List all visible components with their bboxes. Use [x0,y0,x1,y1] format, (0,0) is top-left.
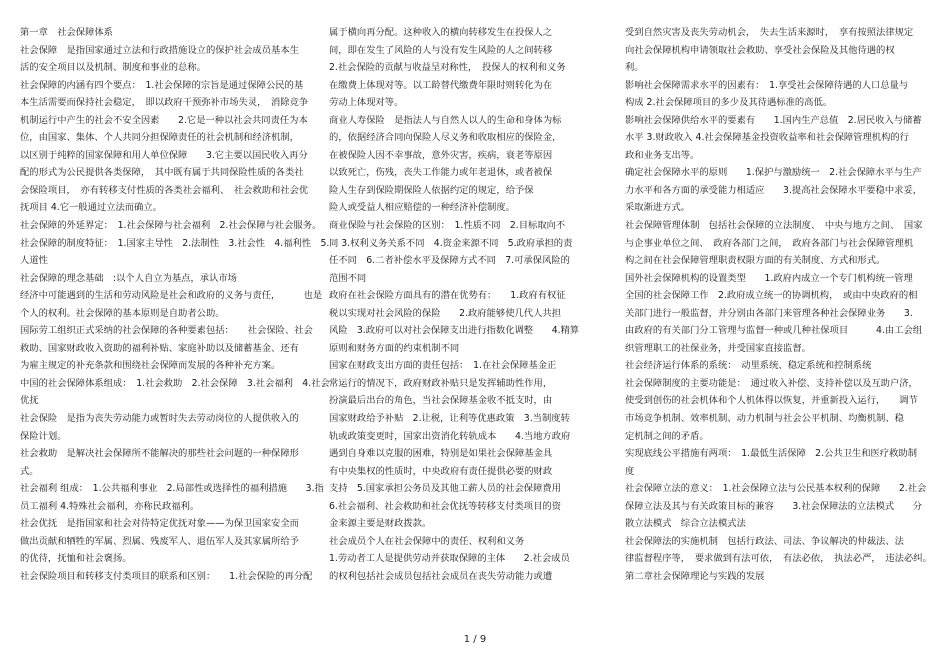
text-line: 国家财政给予补贴 2.让税，让利等优惠政策 3.当制度转 [329,413,570,425]
text-line: 利。 [625,62,644,74]
text-line: 会保险项目， 亦有转移支付性质的各类社会福利、 社会救助和社会优 [20,184,309,196]
text-line: 散立法模式 综合立法模式法 [625,518,746,530]
text-line: 社会保障的理念基础 :以个人自立为基点，承认市场 [20,272,237,284]
text-line: 险人生存到保险期保险人依据约定的规定，给予保 [329,184,534,196]
text-line: 社会优抚 是指国家和社会对待特定优抚对象——为保卫国家安全而 [20,518,299,530]
text-line: 国家在财政支出方面的责任包括： 1.在社会保障基金正 [329,360,557,372]
text-line: 社会福利 组成： 1.公共福利事业 2.局部性或选择性的福利措施 3.指 [20,483,324,495]
text-line: 使受到创伤的社会机体和个人机体得以恢复，并重新投入运行， 调节 [625,395,918,407]
text-line: 织管理职工的社保业务，并受国家直接监督。 [625,342,811,354]
text-line: 机制运行中产生的社会不安全因素 2.它是一种以社会共同责任为本 [20,114,308,126]
text-line: 中国的社会保障体系组成： 1.社会救助 2.社会保障 3.社会福利 4.社会 [20,377,330,389]
text-line: 政和业务支出等。 [625,149,700,161]
text-line: 向社会保障机构申请领取社会救助、享受社会保险及其他待遇的权 [625,44,895,56]
text-line: 采取渐进方式。 [625,202,691,214]
text-line: 全国的社会保障工作 2.政府成立统一的协调机构， 或由中央政府的相 [625,290,918,302]
text-line: 支持 5.国家承担公务员及其他工薪人员的社会保障费用 [329,483,561,495]
text-line: 税以实现对社会风险的保险 2.政府能够使几代人共担 [329,307,561,319]
text-line: 社会保障管理体制 包括社会保障的立法制度、 中央与地方之间、 国家 [625,220,923,232]
text-line: 位，由国家、集体、个人共同分担保障责任的社会机制和经济机制， [20,132,299,144]
text-line: 国外社会保障机构的设置类型 1.政府内成立一个专门机构统一管理 [625,272,913,284]
text-line: 的优待，抚恤和社会褒扬。 [20,553,132,565]
text-line: 经济中可能遇到的生活和劳动风险是社会和政府的义务与责任， 也是 [20,290,323,302]
text-line: 定机制之间的矛盾。 [625,430,709,442]
text-line: 个人的权利。社会保障的基本原则是自助者公助。 [20,307,225,319]
text-line: 救助、国家财政收入资助的福利补贴、家庭补助以及储蓄基金、还有 [20,342,299,354]
text-line: 间，即在发生了风险的人与没有发生风险的人之间转移 [329,44,553,56]
text-line: 影响社会保障供给水平的要素有 1.国内生产总值 2.居民收入与储蓄 [625,114,922,126]
text-line: 社会保障的内涵有四个要点： 1.社会保障的宗旨是通过保障公民的基 [20,79,304,91]
text-column-middle [329,24,634,586]
text-line: 社会保障 是指国家通过立法和行政措施设立的保护社会成员基本生 [20,44,299,56]
text-line: 属于横向再分配。这种收入的横向转移发生在投保人之 [329,27,553,38]
text-line: 任不同 6.二者补偿水平及保障方式不同 7.可承保风险的 [329,255,570,267]
text-column-right [625,24,930,586]
text-line: 人道性 [20,255,48,267]
text-line: 以区别于纯粹的国家保障和用人单位保障 3.它主要以国民收入再分 [20,149,308,161]
text-line: 的，依据经济合同向保险人尽义务和收取相应的保险金， [329,132,562,144]
text-line: 以致死亡，伤残，丧失工作能力或年老退休，或者被保 [329,167,553,179]
text-line: 受到自然灾害及丧失劳动机会， 失去生活来源时， 享有按照法律规定 [625,27,914,38]
text-line: 社会保险 是指为丧失劳动能力或暂时失去劳动岗位的人提供收入的 [20,413,299,425]
text-line: 轨或政策变更时，国家出资消化转轨成本 4.当地方政府 [329,430,571,442]
text-line: 商业人寿保险 是指法人与自然人以人的生命和身体为标 [329,114,562,126]
text-line: 的权利包括社会成员包括社会成员在丧失劳动能力或遭 [329,570,553,582]
text-line: 政府在社会保险方面具有的潜在优势有： 1.政府有权征 [329,290,566,302]
text-line: 员工福利 4.特殊社会福利，亦称民政福利。 [20,500,200,512]
text-line: 关部门进行一般监督，并分别由各部门来管理各种社会保障业务 3. [625,307,913,319]
text-line: 同 3.权利义务关系不同 4.资金来源不同 5.政府承担的责 [329,237,573,249]
text-line: 保障立法及其与有关政策目标的兼容 3.社会保障法的立法模式 分 [625,500,923,512]
text-line: 本生活需要而保持社会稳定， 即以政府干预弥补市场失灵， 消除竞争 [20,97,309,109]
text-line: 水平 3.财政收入 4.社会保障基金投资收益率和社会保障管理机构的行 [625,132,909,144]
text-line: 社会保险项目和转移支付类项目的联系和区别： 1.社会保险的再分配 [20,570,313,582]
text-line: 构成 2.社会保障项目的多少及其待遇标准的高低。 [625,97,833,109]
text-line: 社会成员个人在社会保障中的责任、权利和义务 [329,535,525,547]
text-line: 律监督程序等， 要求做到有法可依， 有法必依， 执法必严， 违法必纠。 [625,553,932,565]
text-line: 优抚 [20,395,39,407]
text-line: 式。 [20,465,39,477]
text-line: 险人或受益人相应赔偿的一种经济补偿制度。 [329,202,515,214]
text-line: 与企事业单位之间、 政府各部门之间， 政府各部门与社会保障管理机 [625,237,914,249]
text-line: 原则和财务方面的约束机制不同 [329,342,460,354]
text-line: 社会保障制度的主要功能是： 通过收入补偿、支持补偿以及互助户济， [625,377,918,389]
text-line: 在被保险人因不幸事故，意外灾害，疾病，衰老等原因 [329,149,553,161]
text-line: 6.社会福利、社会救助和社会优抚等转移支付类项目的资 [329,500,561,512]
text-line: 劳动上体现对等。 [329,97,404,109]
text-line: 商业保险与社会保险的区别： 1.性质不同 2.目标取向不 [329,220,566,232]
text-line: 社会经济运行体系的系统： 动里系统、稳定系统和控制系统 [625,360,872,372]
text-line: 第二章社会保障理论与实践的发展 [625,570,765,582]
text-line: 国际劳工组织正式采纳的社会保障的各种要素包括： 社会保险、社会 [20,325,313,337]
text-line: 构之间在社会保障管理职责权限方面的有关制度、方式和形式。 [625,255,886,267]
text-line: 遇到自身难以克服的困难，特别是如果社会保障基金具 [329,448,553,460]
text-line: 社会保障的外延界定： 1.社会保障与社会福利 2.社会保障与社会服务。 [20,220,322,232]
text-line: 确定社会保障水平的原则 1.保护与激励统一 2.社会保障水平与生产 [625,167,922,179]
text-line: 活的安全项目以及机制、制度和事业的总称。 [20,62,206,74]
text-line: 金来源主要是财政拨款。 [329,518,432,530]
text-line: 做出贡献和牺牲的军属、烈属、残废军人、退伍军人及其家属所给予 [20,535,299,547]
text-line: 保险计划。 [20,430,67,442]
text-line: 2.社会保险的贡献与收益呈对称性， 投保人的权利和义务 [329,62,566,74]
text-line: 范围不同 [329,272,367,284]
text-line: 第一章 社会保障体系 [20,27,113,38]
text-line: 配的形式为公民提供各类保障， 其中既有属于共同保险性质的各类社 [20,167,304,179]
text-line: 扮演最后出台的角色，当社会保障基金收不抵支时，由 [329,395,553,407]
text-line: 抚项目 4.它一般通过立法而确立。 [20,202,162,214]
text-line: 常运行的情况下，政府财政补贴只是发挥辅助性作用， [329,377,553,389]
text-line: 由政府的有关部门分工管理与监督一种或几种社保项目 4.由工会组 [625,325,923,337]
text-line: 力水平和各方面的承受能力相适应 3.提高社会保障水平要稳中求妥， [625,184,923,196]
text-line: 社会保障法的实施机制 包括行政法、司法、争议解决的仲裁法、法 [625,535,904,547]
text-line: 有中央集权的性质时，中央政府有责任提供必要的财政 [329,465,553,477]
text-line: 市场竞争机制、效率机制、动力机制与社会公平机制、均衡机制、稳 [625,413,904,425]
text-line: 为雇主规定的补充条款和围绕社会保障而发展的各种补充方案。 [20,360,281,372]
text-line: 1.劳动者工人是提供劳动并获取保障的主体 2.社会成员 [329,553,570,565]
text-line: 风险 3.政府可以对社会保障支出进行指数化调整 4.精算 [329,325,580,337]
text-line: 影响社会保障需求水平的因素有： 1.享受社会保障待遇的人口总量与 [625,79,909,91]
page-number: 1 / 9 [463,634,487,645]
text-line: 度 [625,465,635,477]
text-line: 社会保障的制度特征： 1.国家主导性 2.法制性 3.社会性 4.福利性 5. [20,237,330,249]
text-line: 在缴费上体现对等。以工龄替代缴费年限时则转化为在 [329,79,553,91]
text-line: 实现底线公平措施有两项： 1.最低生活保障 2.公共卫生和医疗救助制 [625,448,917,460]
text-line: 社会保障立法的意义： 1.社会保障立法与公民基本权利的保障 2.社会 [625,483,927,495]
text-line: 社会救助 是解决社会保障所不能解决的那些社会问题的一种保障形 [20,448,299,460]
text-column-left [20,24,330,586]
